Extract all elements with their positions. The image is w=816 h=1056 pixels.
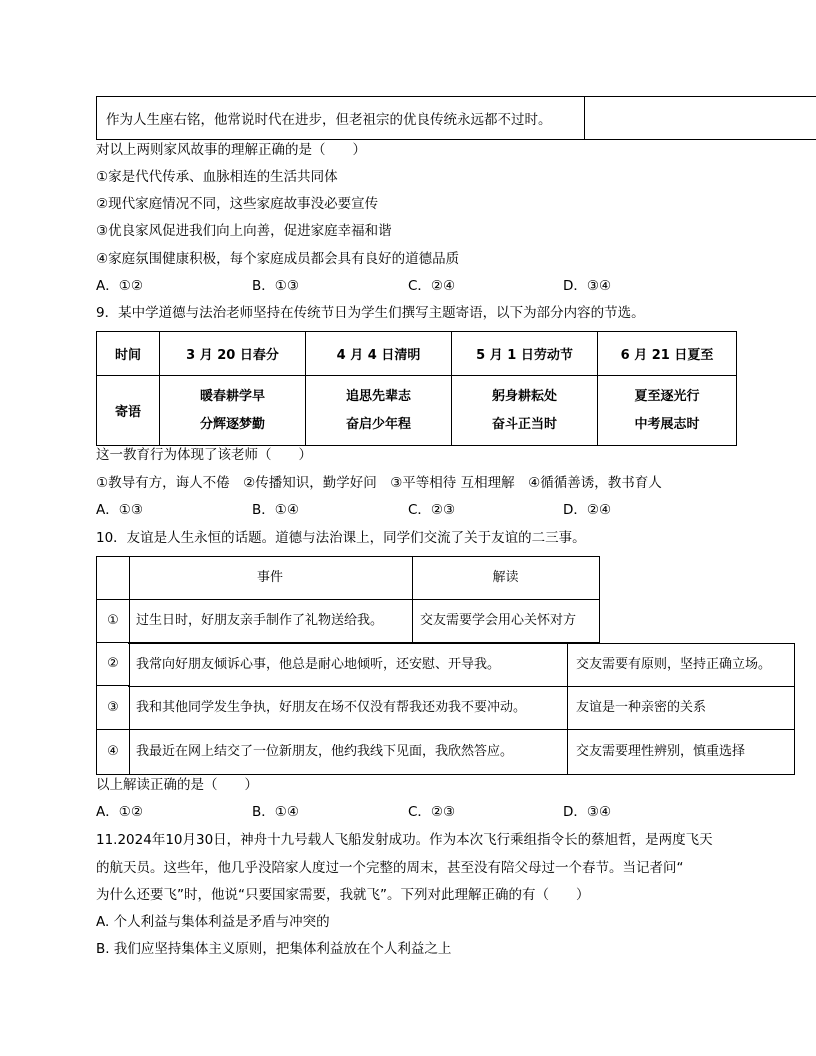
q11-choice-b[interactable]: B. 我们应坚持集体主义原则，把集体利益放在个人利益之上 [96, 941, 452, 957]
q10-header-event: 事件 [128, 556, 413, 600]
q9-motto-line: 夏至逐光行 [634, 388, 700, 404]
q9-motto-cell-3 [452, 376, 598, 446]
q10-header-blank [96, 556, 130, 600]
q11-line-3: 为什么还要飞”时，他说“只要国家需要，我就飞”。下列对此理解正确的有（ ） [96, 887, 590, 903]
q9-motto-cell-4 [598, 376, 737, 446]
q10-row-event: 我和其他同学发生争执，好朋友在场不仅没有帮我还劝我不要冲动。 [128, 686, 568, 730]
q10-option-b[interactable]: B．①④ [252, 804, 299, 820]
q9-motto-cell-1 [160, 376, 306, 446]
q10-row-event: 我最近在网上结交了一位新朋友，他约我线下见面，我欣然答应。 [128, 730, 568, 775]
q8-option-d[interactable]: D．③④ [563, 278, 612, 294]
q8-item-1: ①家是代代传承、血脉相连的生活共同体 [96, 169, 338, 185]
q9-question: 这一教育行为体现了该老师（ ） [96, 447, 312, 463]
q10-row-num: ④ [96, 730, 130, 775]
q10-row-reading: 交友需要学会用心关怀对方 [412, 599, 600, 643]
q10-row-num: ② [96, 643, 130, 686]
q9-motto-cell-2 [306, 376, 452, 446]
q8-option-b[interactable]: B．①③ [252, 278, 299, 294]
q10-row-reading: 友谊是一种亲密的关系 [568, 686, 795, 730]
top-table [96, 96, 816, 140]
q10-question: 以上解读正确的是（ ） [96, 777, 258, 793]
q9-row-label: 寄语 [97, 376, 160, 446]
q10-row-event: 过生日时，好朋友亲手制作了礼物送给我。 [128, 599, 413, 643]
q9-motto-line: 躬身耕耘处 [491, 388, 557, 404]
q9-table [96, 331, 737, 446]
q11-choice-a[interactable]: A. 个人利益与集体利益是矛盾与冲突的 [96, 914, 330, 930]
q10-header-reading: 解读 [412, 556, 600, 600]
q10-option-d[interactable]: D．③④ [563, 804, 612, 820]
q9-motto-line: 暖春耕学早 [199, 388, 265, 404]
q11-line-1: 11.2024年10月30日，神舟十九号载人飞船发射成功。作为本次飞行乘组指令长的蔡旭哲，是两度飞天 [96, 832, 713, 848]
q9-header-date-2: 4 月 4 日清明 [306, 332, 452, 376]
q10-row-event: 我常向好朋友倾诉心事，他总是耐心地倾听，还安慰、开导我。 [128, 643, 568, 687]
q10-row-reading: 交友需要有原则，坚持正确立场。 [568, 643, 795, 687]
q8-item-2: ②现代家庭情况不同，这些家庭故事没必要宣传 [96, 196, 379, 212]
q8-item-3: ③优良家风促进我们向上向善，促进家庭幸福和谐 [96, 223, 392, 239]
q11-line-2: 的航天员。这些年，他几乎没陪家人度过一个完整的周末，甚至没有陪父母过一个春节。当记者问“ [96, 860, 684, 876]
top-table-empty-cell [585, 97, 816, 140]
q9-option-b[interactable]: B．①④ [252, 502, 299, 518]
q10-option-a[interactable]: A．①② [96, 804, 143, 820]
q9-option-a[interactable]: A．①③ [96, 502, 143, 518]
q9-stem: 9．某中学道德与法治老师坚持在传统节日为学生们撰写主题寄语，以下为部分内容的节选。 [96, 305, 645, 321]
q9-motto-line: 奋斗正当时 [491, 416, 557, 432]
q9-option-c[interactable]: C．②③ [408, 502, 456, 518]
q10-stem: 10．友谊是人生永恒的话题。道德与法治课上，同学们交流了关于友谊的二三事。 [96, 530, 586, 546]
q9-option-d[interactable]: D．②④ [563, 502, 612, 518]
q10-option-c[interactable]: C．②③ [408, 804, 456, 820]
q9-header-date-4: 6 月 21 日夏至 [598, 332, 737, 376]
q10-row-num: ③ [96, 686, 130, 730]
q9-motto-line: 分辉逐梦勤 [199, 416, 265, 432]
q10-row-num: ① [96, 599, 130, 643]
q9-items: ①教导有方，诲人不倦 ②传播知识，勤学好问 ③平等相待 互相理解 ④循循善诱，教书育人 [96, 475, 662, 491]
q8-stem: 对以上两则家风故事的理解正确的是（ ） [96, 142, 366, 158]
q9-motto-line: 中考展志时 [634, 416, 700, 432]
top-table-cell: 作为人生座右铭，他常说时代在进步，但老祖宗的优良传统永远都不过时。 [97, 97, 585, 140]
q8-option-c[interactable]: C．②④ [408, 278, 456, 294]
q9-motto-line: 追思先辈志 [345, 388, 411, 404]
q8-item-4: ④家庭氛围健康积极，每个家庭成员都会具有良好的道德品质 [96, 251, 460, 267]
q9-header-date-1: 3 月 20 日春分 [160, 332, 306, 376]
q9-motto-line: 奋启少年程 [345, 416, 411, 432]
q10-row-reading: 交友需要理性辨别，慎重选择 [568, 730, 795, 775]
q9-header-date-3: 5 月 1 日劳动节 [452, 332, 598, 376]
q9-header-time: 时间 [97, 332, 160, 376]
q8-option-a[interactable]: A．①② [96, 278, 143, 294]
